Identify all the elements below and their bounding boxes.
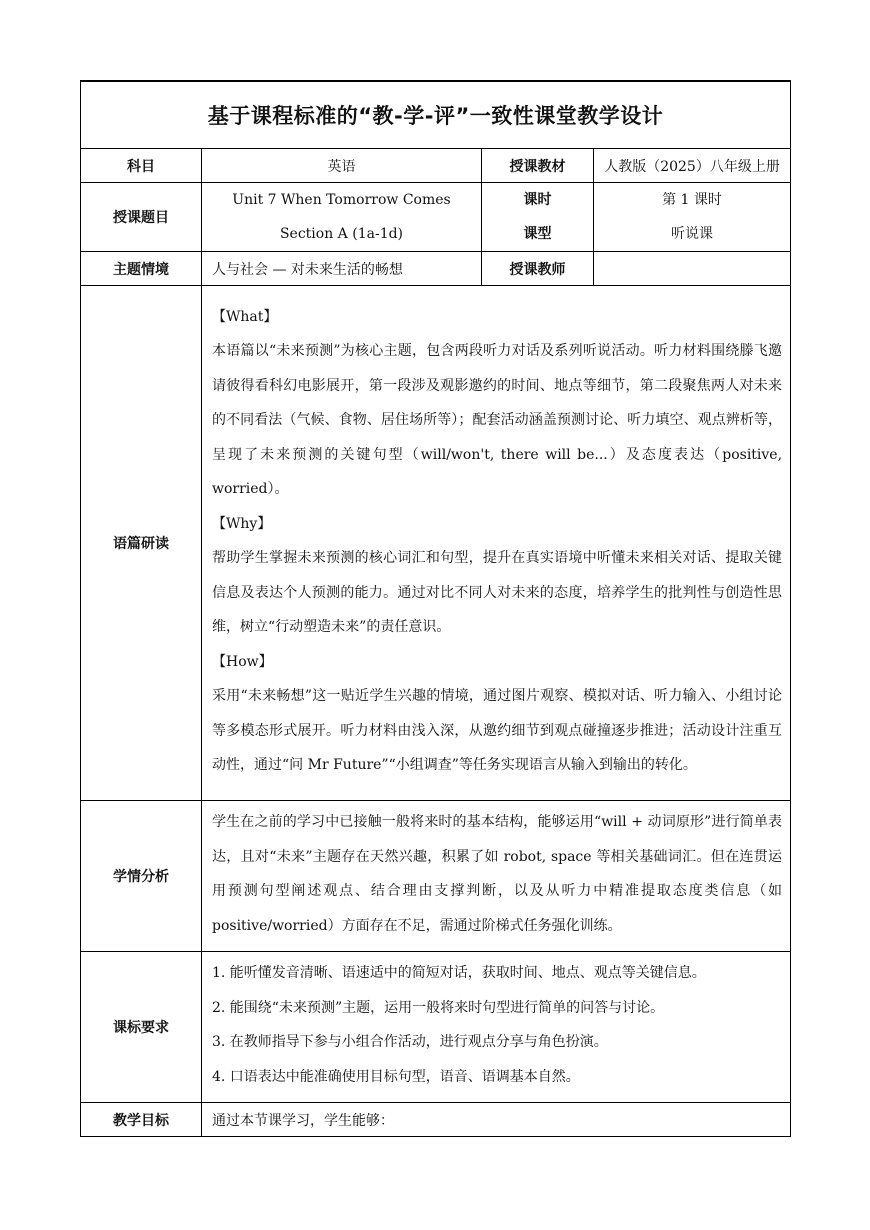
what-text: 本语篇以“未来预测”为核心主题，包含两段听力对话及系列听说活动。听力材料围绕滕飞邀请彼得看科幻电影展开，第一段涉及观影邀约的时间、地点等细节，第二段聚焦两人对未来的不同看法（气候、食物、居住场所等）；配套活动涵盖预测讨论、听力填空、观点辨析等，呈现了未来预测的关键句型（will/won't, there will be...）及态度表达（positive, worried）。 [212, 343, 783, 497]
period-value: 第 1 课时 [662, 192, 722, 208]
subject-row [81, 149, 791, 183]
period-label: 课时 [523, 192, 552, 208]
theme-label: 主题情境 [81, 252, 202, 286]
standard-item: 1. 能听懂发音清晰、语速适中的简短对话，获取时间、地点、观点等关键信息。 [212, 965, 706, 981]
how-heading: 【How】 [212, 653, 273, 670]
analysis-text: 学生在之前的学习中已接触一般将来时的基本结构，能够运用“will + 动词原形”进行简单表达，且对“未来”主题存在天然兴趣，积累了如 robot, space 等相关基础词汇。但在连贯运用预测句型阐述观点、结合理由支撑判断，以及从听力中精准提取态度类信息（如 positive/worried）方面存在不足，需通过阶梯式任务强化训练。 [202, 801, 791, 952]
teacher-label: 授课教师 [482, 252, 594, 286]
reading-label: 语篇研读 [81, 286, 202, 801]
objectives-text: 通过本节课学习，学生能够： [202, 1103, 791, 1137]
analysis-row [81, 801, 791, 952]
material-value: 人教版（2025）八年级上册 [594, 149, 791, 183]
why-text: 帮助学生掌握未来预测的核心词汇和句型，提升在真实语境中听懂未来相关对话、提取关键信息及表达个人预测的能力。通过对比不同人对未来的态度，培养学生的批判性与创造性思维，树立“行动塑造未来”的责任意识。 [212, 550, 783, 635]
why-heading: 【Why】 [212, 515, 272, 532]
standard-item: 4. 口语表达中能准确使用目标句型，语音、语调基本自然。 [212, 1068, 580, 1085]
topic-value [202, 183, 482, 252]
what-heading: 【What】 [212, 308, 278, 325]
topic-label: 授课题目 [81, 183, 202, 252]
document-title: 基于课程标准的“教-学-评”一致性课堂教学设计 [81, 81, 791, 149]
objectives-row [81, 1103, 791, 1137]
theme-row [81, 252, 791, 286]
type-label: 课型 [523, 226, 552, 242]
material-label: 授课教材 [482, 149, 594, 183]
standards-label: 课标要求 [81, 952, 202, 1103]
analysis-label: 学情分析 [81, 801, 202, 952]
standard-item: 2. 能围绕“未来预测”主题，运用一般将来时句型进行简单的问答与讨论。 [212, 999, 665, 1016]
period-type-labels [482, 183, 594, 252]
teacher-value [594, 252, 791, 286]
topic-line-1: Unit 7 When Tomorrow Comes [232, 192, 451, 208]
subject-label: 科目 [81, 149, 202, 183]
standards-list [202, 952, 791, 1103]
theme-value: 人与社会 — 对未来生活的畅想 [202, 252, 482, 286]
period-type-values [594, 183, 791, 252]
reading-row [81, 286, 791, 801]
lesson-plan-table [80, 80, 791, 1137]
subject-value: 英语 [202, 149, 482, 183]
topic-line-2: Section A (1a-1d) [279, 226, 404, 242]
standards-row [81, 952, 791, 1103]
how-text: 采用“未来畅想”这一贴近学生兴趣的情境，通过图片观察、模拟对话、听力输入、小组讨论等多模态形式展开。听力材料由浅入深，从邀约细节到观点碰撞逐步推进；活动设计注重互动性，通过“问 Mr Future”“小组调查”等任务实现语言从输入到输出的转化。 [212, 688, 783, 773]
type-value: 听说课 [671, 226, 714, 242]
objectives-label: 教学目标 [81, 1103, 202, 1137]
title-row [81, 81, 791, 149]
reading-content [202, 286, 791, 801]
topic-row [81, 183, 791, 252]
standard-item: 3. 在教师指导下参与小组合作活动，进行观点分享与角色扮演。 [212, 1034, 608, 1050]
